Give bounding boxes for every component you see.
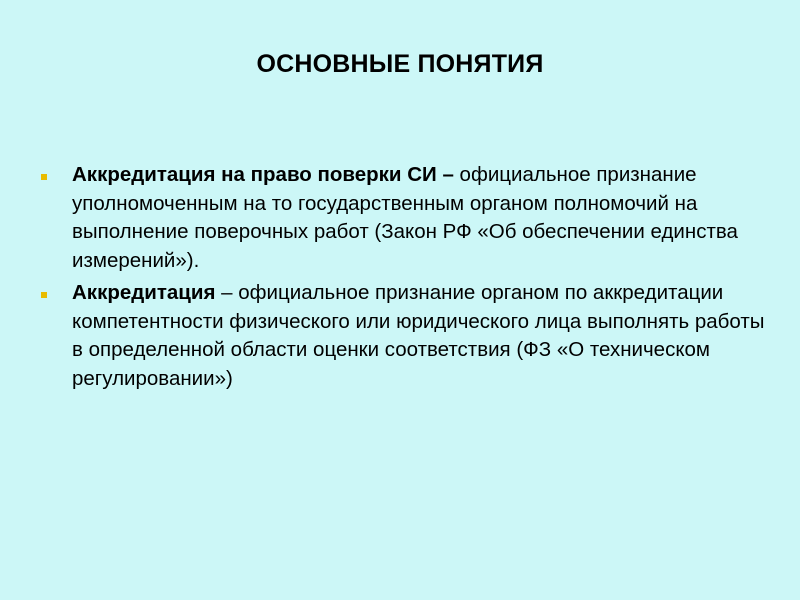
- bullet-text: официальное признание уполномоченным на то государственным органом полномочий на выполнение поверочных работ (Закон РФ «Об обеспечении единства измерений»).: [72, 163, 738, 272]
- bullet-term: Аккредитация на право поверки СИ –: [72, 163, 454, 186]
- slide-title: ОСНОВНЫЕ ПОНЯТИЯ: [256, 50, 544, 78]
- bullet-text: – официальное признание органом по аккредитации компетентности физического или юридического лица выполнять работы в определенной области оценки соответствия (ФЗ «О техническом регулировании»): [72, 281, 765, 390]
- square-bullet-icon: [41, 174, 47, 180]
- bullet-item-2: [40, 279, 780, 393]
- bullet-item-1: [40, 161, 780, 275]
- bullet-term: Аккредитация: [72, 281, 216, 304]
- bullet-list: [40, 161, 780, 397]
- square-bullet-icon: [41, 292, 47, 298]
